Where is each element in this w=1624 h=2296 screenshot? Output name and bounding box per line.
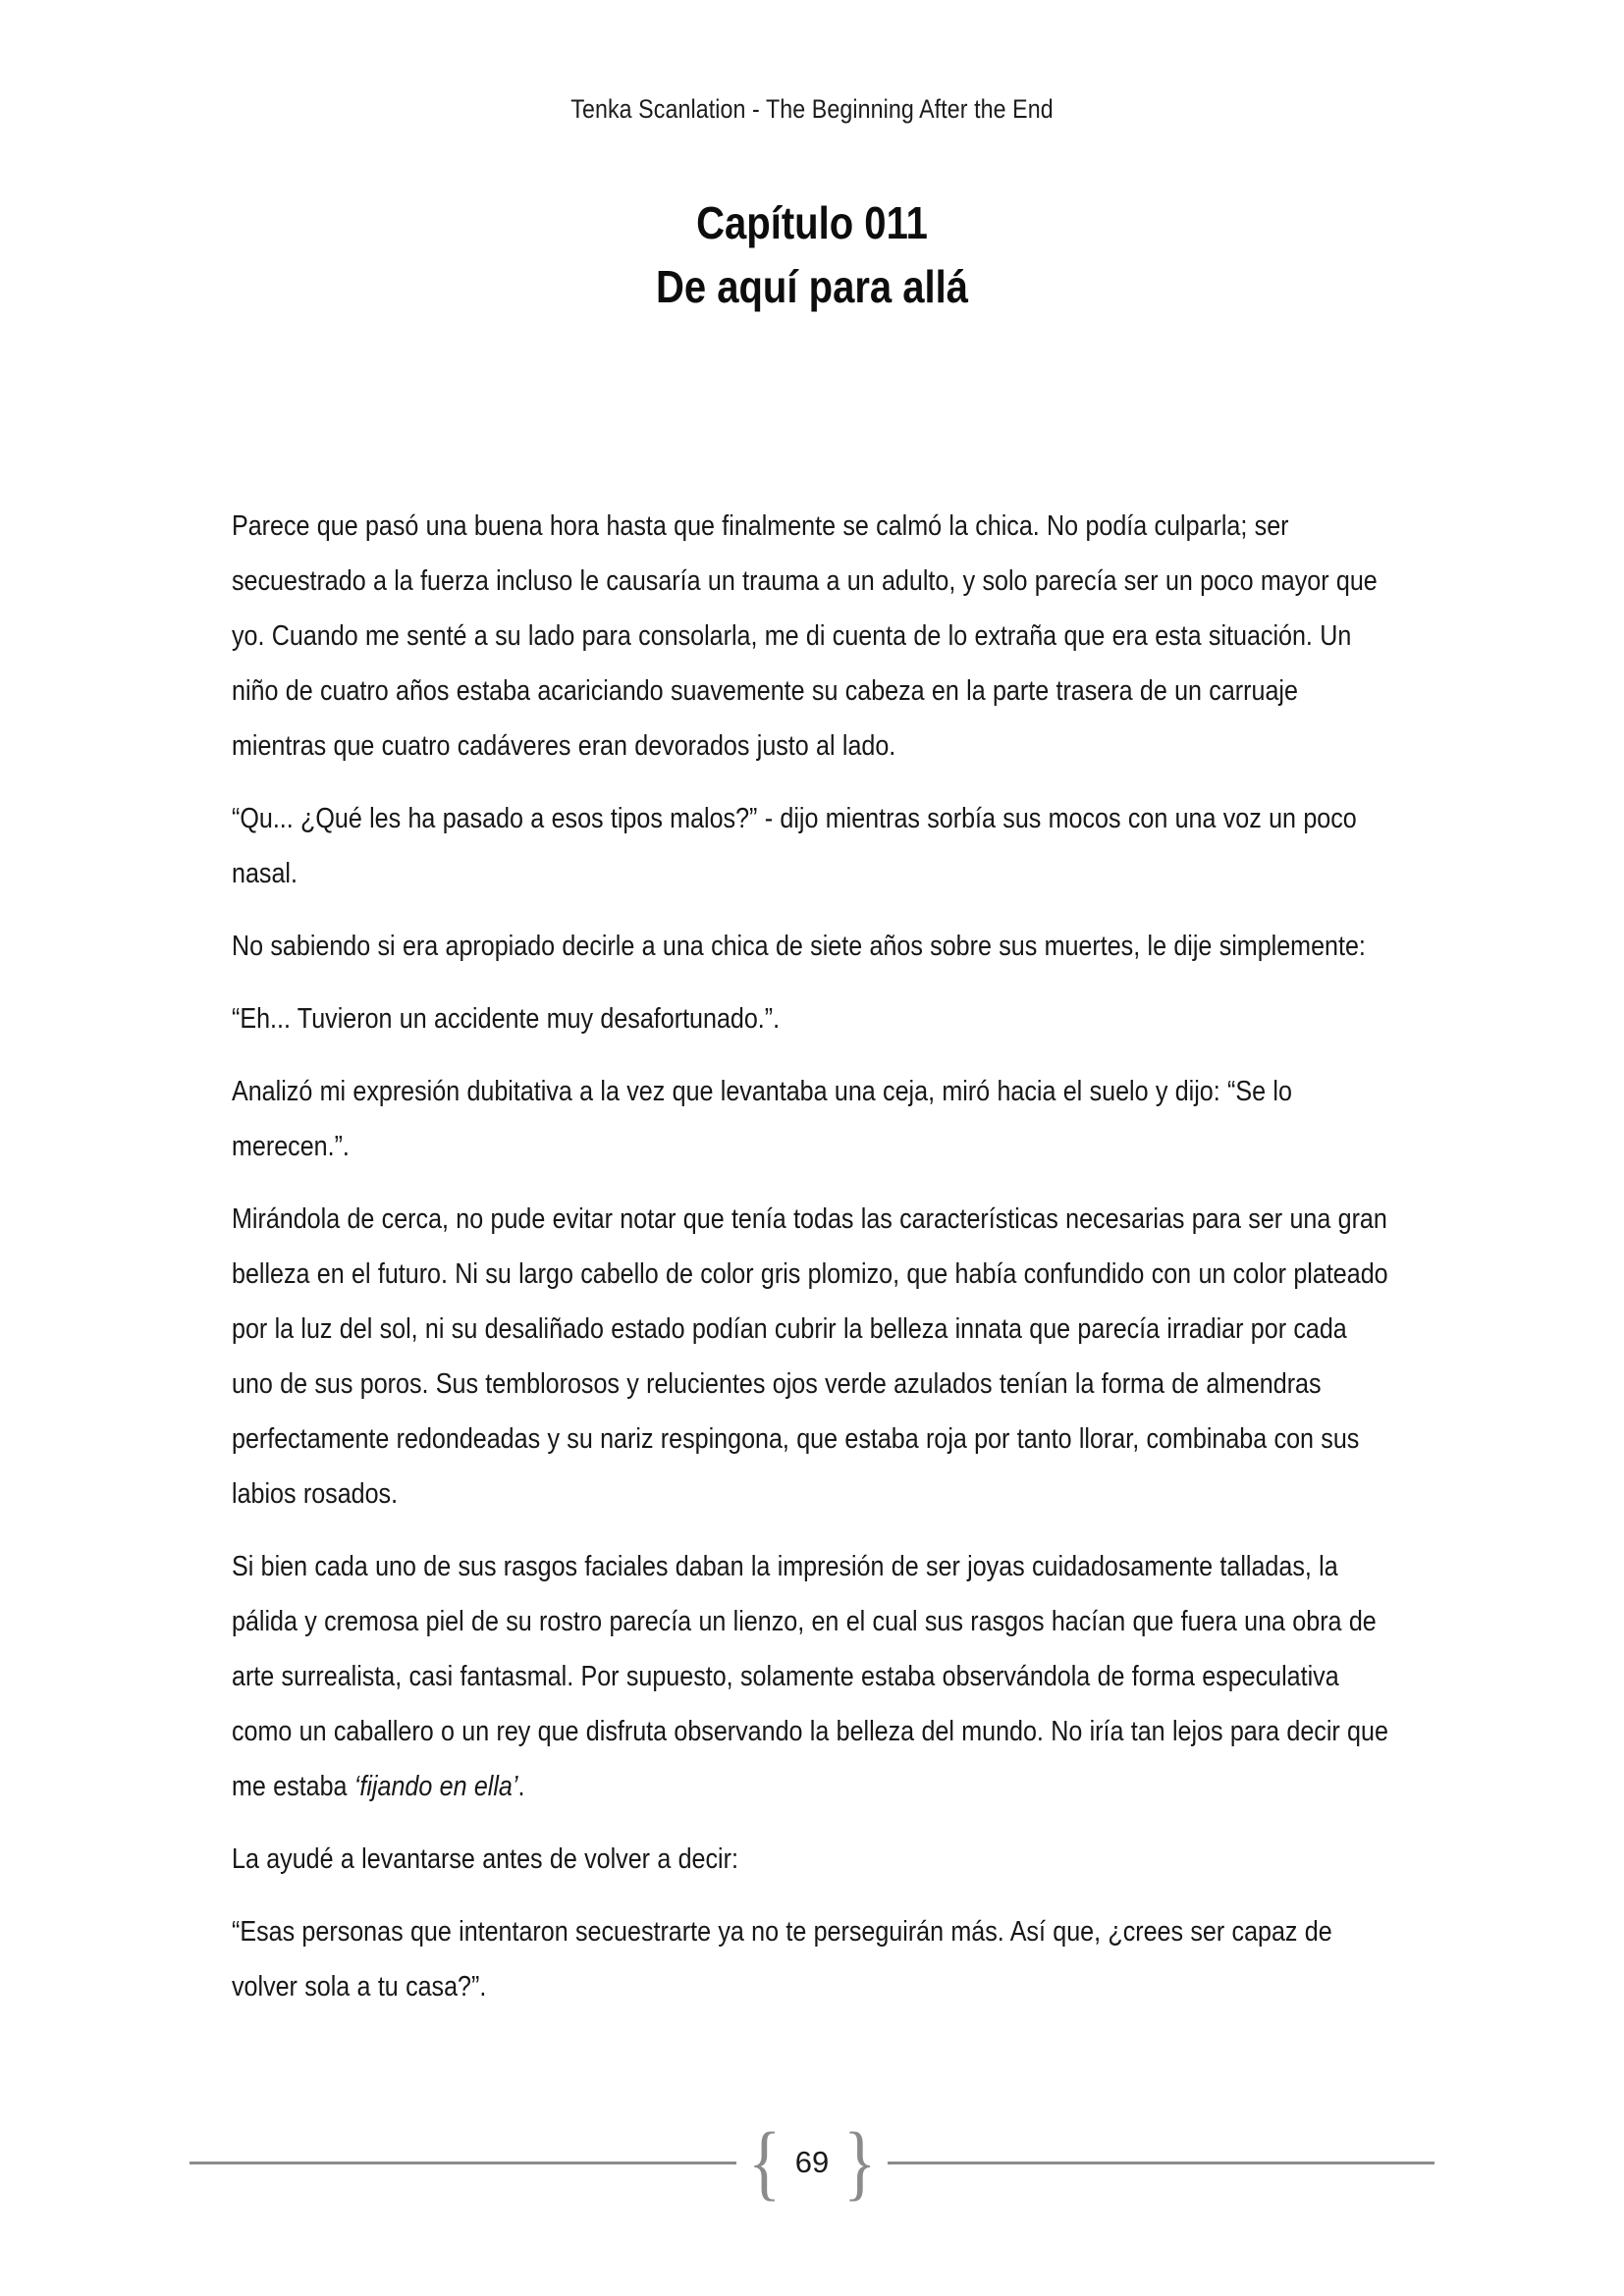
paragraph: La ayudé a levantarse antes de volver a decir: (232, 1843, 738, 1875)
chapter-title-block (0, 191, 1624, 320)
left-curly-brace-icon: { (747, 2114, 781, 2210)
chapter-title: De aquí para allá (655, 261, 969, 313)
paragraph: Mirándola de cerca, no pude evitar notar que tenía todas las características necesarias para ser una gran belleza en el futuro. Ni su largo cabello de color gris plomizo, que había confundido con un color plateado por la luz del sol, ni su desaliñado estado podían cubrir la belleza innata que parecía irradiar por cada uno de sus poros. Sus temblorosos y relucientes ojos verde azulados tenían la forma de almendras perfectamente redondeadas y su nariz respingona, que estaba roja por tanto llorar, combinaba con sus labios rosados. (232, 1203, 1388, 1510)
paragraph: “Eh... Tuvieron un accidente muy desafortunado.”. (232, 1003, 781, 1035)
paragraph: Parece que pasó una buena hora hasta que finalmente se calmó la chica. No podía culparla; ser secuestrado a la fuerza incluso le causaría un trauma a un adulto, y solo parecía ser un poco mayor que yo. Cuando me senté a su lado para consolarla, me di cuenta de lo extraña que era esta situación. Un niño de cuatro años estaba acariciando suavemente su cabeza en la parte trasera de un carruaje mientras que cuatro cadáveres eran devorados justo al lado. (232, 510, 1378, 762)
footer-rule-left (189, 2162, 736, 2164)
footer-rule-right (888, 2162, 1435, 2164)
body-text-column (232, 499, 1390, 2032)
paragraph-with-italic (232, 1539, 1390, 1814)
page-number-group (736, 2114, 889, 2210)
right-curly-brace-icon: } (843, 2114, 877, 2210)
paragraph: “Esas personas que intentaron secuestrarte ya no te perseguirán más. Así que, ¿crees ser capaz de volver sola a tu casa?”. (232, 1916, 1332, 2002)
paragraph-text-after-italic: . (517, 1771, 525, 1802)
emphasized-phrase: ‘fijando en ella’ (353, 1771, 518, 1802)
paragraph: “Qu... ¿Qué les ha pasado a esos tipos malos?” - dijo mientras sorbía sus mocos con una voz un poco nasal. (232, 803, 1357, 889)
paragraph: Analizó mi expresión dubitativa a la vez que levantaba una ceja, miró hacia el suelo y dijo: “Se lo merecen.”. (232, 1076, 1292, 1162)
paragraph-text-before-italic: Si bien cada uno de sus rasgos faciales daban la impresión de ser joyas cuidadosamente talladas, la pálida y cremosa piel de su rostro parecía un lienzo, en el cual sus rasgos hacían que fuera una obra de arte surrealista, casi fantasmal. Por supuesto, solamente estaba observándola de forma especulativa como un caballero o un rey que disfruta observando la belleza del mundo. No iría tan lejos para decir que me estaba (232, 1551, 1388, 1802)
paragraph: No sabiendo si era apropiado decirle a una chica de siete años sobre sus muertes, le dije simplemente: (232, 931, 1366, 962)
page-footer (189, 2115, 1435, 2210)
running-header: Tenka Scanlation - The Beginning After the End (570, 94, 1054, 124)
chapter-number: Capítulo 011 (696, 197, 928, 248)
page-number: 69 (794, 2144, 830, 2179)
